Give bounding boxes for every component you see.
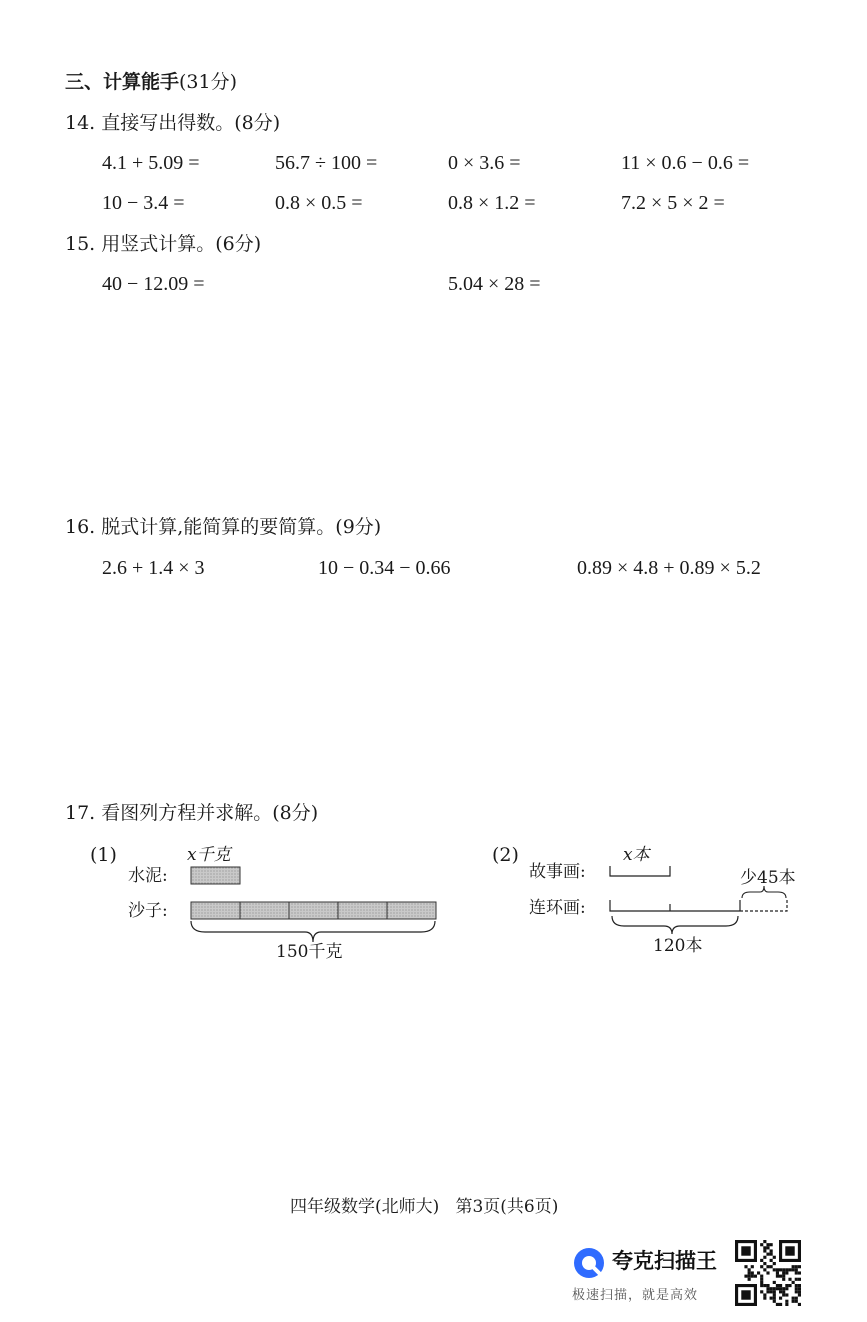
qr-module bbox=[798, 1290, 801, 1293]
q15-item-1: 40 − 12.09 = bbox=[102, 273, 205, 295]
sand-unit bbox=[338, 902, 387, 919]
qr-module bbox=[782, 1293, 785, 1296]
page-footer: 四年级数学(北师大) 第3页(共6页) bbox=[290, 1197, 559, 1217]
qr-module bbox=[748, 1275, 751, 1278]
q17-part2-row2: 连环画: bbox=[529, 898, 586, 918]
q17-part1-top-label: x千克 bbox=[187, 845, 231, 865]
qr-module bbox=[766, 1253, 769, 1256]
qr-module bbox=[760, 1290, 763, 1293]
qr-module bbox=[770, 1249, 773, 1252]
qr-module bbox=[782, 1287, 785, 1290]
qr-module bbox=[788, 1284, 791, 1287]
qr-module bbox=[754, 1275, 757, 1278]
qr-module bbox=[760, 1265, 763, 1268]
qr-module bbox=[751, 1271, 754, 1274]
qr-module bbox=[770, 1253, 773, 1256]
qr-module bbox=[773, 1293, 776, 1296]
qr-module bbox=[741, 1246, 750, 1255]
q14-item-3: 0 × 3.6 = bbox=[448, 152, 521, 174]
q15-title: 15. 用竖式计算。(6分) bbox=[65, 233, 262, 255]
qr-module bbox=[795, 1284, 798, 1287]
q17-title: 17. 看图列方程并求解。(8分) bbox=[65, 802, 319, 824]
qr-module bbox=[748, 1271, 751, 1274]
qr-module bbox=[770, 1265, 773, 1268]
qr-module bbox=[795, 1265, 798, 1268]
q15-item-2: 5.04 × 28 = bbox=[448, 273, 541, 295]
qr-module bbox=[782, 1278, 785, 1281]
q14-item-1: 4.1 + 5.09 = bbox=[102, 152, 200, 174]
qr-module bbox=[770, 1297, 773, 1300]
qr-module bbox=[776, 1268, 779, 1271]
qr-module bbox=[792, 1300, 795, 1303]
qr-module bbox=[751, 1275, 754, 1278]
qr-module bbox=[779, 1297, 782, 1300]
qr-module bbox=[766, 1246, 769, 1249]
qr-module bbox=[760, 1243, 763, 1246]
qr-module bbox=[785, 1246, 794, 1255]
qr-module bbox=[792, 1268, 795, 1271]
qr-module bbox=[763, 1268, 766, 1271]
section-title-text: 三、计算能手 bbox=[65, 71, 180, 93]
qr-module bbox=[744, 1275, 747, 1278]
qr-module bbox=[770, 1243, 773, 1246]
qr-module bbox=[779, 1290, 782, 1293]
qr-module bbox=[770, 1290, 773, 1293]
qr-module bbox=[779, 1303, 782, 1306]
qr-module bbox=[763, 1297, 766, 1300]
qr-module bbox=[782, 1275, 785, 1278]
qr-module bbox=[773, 1281, 776, 1284]
q16-item-2: 10 − 0.34 − 0.66 bbox=[318, 557, 451, 579]
qr-module bbox=[798, 1271, 801, 1274]
qr-module bbox=[779, 1268, 782, 1271]
q16-item-3: 0.89 × 4.8 + 0.89 × 5.2 bbox=[577, 557, 761, 579]
comic-segment bbox=[610, 900, 740, 911]
qr-module bbox=[763, 1249, 766, 1252]
storybook-segment bbox=[610, 866, 670, 876]
qr-module bbox=[798, 1278, 801, 1281]
qr-module bbox=[751, 1265, 754, 1268]
qr-module bbox=[766, 1265, 769, 1268]
less-segment bbox=[740, 900, 787, 911]
qr-module bbox=[766, 1243, 769, 1246]
q14-item-6: 0.8 × 0.5 = bbox=[275, 192, 363, 214]
qr-module bbox=[795, 1278, 798, 1281]
qr-module bbox=[760, 1281, 763, 1284]
qr-module bbox=[798, 1293, 801, 1296]
qr-module bbox=[773, 1268, 776, 1271]
qr-module bbox=[795, 1297, 798, 1300]
qr-module bbox=[798, 1284, 801, 1287]
qr-module bbox=[782, 1290, 785, 1293]
brand-slogan: 极速扫描，就是高效 bbox=[572, 1288, 699, 1303]
qr-module bbox=[763, 1246, 766, 1249]
q17-part2-less: 少45本 bbox=[740, 868, 796, 888]
qr-module bbox=[779, 1287, 782, 1290]
qr-module bbox=[748, 1278, 751, 1281]
qr-module bbox=[798, 1265, 801, 1268]
q14-title: 14. 直接写出得数。(8分) bbox=[65, 112, 281, 134]
qr-code-icon bbox=[735, 1240, 801, 1306]
sand-brace bbox=[191, 921, 435, 942]
qr-module bbox=[795, 1271, 798, 1274]
qr-module bbox=[763, 1284, 766, 1287]
qr-module bbox=[773, 1287, 776, 1290]
qr-module bbox=[788, 1278, 791, 1281]
qr-module bbox=[770, 1259, 773, 1262]
qr-module bbox=[792, 1265, 795, 1268]
qr-module bbox=[766, 1271, 769, 1274]
sand-bar bbox=[191, 902, 436, 919]
qr-module bbox=[757, 1271, 760, 1274]
qr-module bbox=[773, 1262, 776, 1265]
q17-part2-total: 120本 bbox=[653, 936, 703, 956]
qr-module bbox=[785, 1300, 788, 1303]
sand-unit bbox=[191, 902, 240, 919]
qr-module bbox=[795, 1300, 798, 1303]
qr-module bbox=[795, 1287, 798, 1290]
sand-unit bbox=[289, 902, 338, 919]
qr-module bbox=[763, 1262, 766, 1265]
q16-title: 16. 脱式计算,能简算的要简算。(9分) bbox=[65, 516, 382, 538]
qr-module bbox=[792, 1297, 795, 1300]
q14-item-4: 11 × 0.6 − 0.6 = bbox=[621, 152, 750, 174]
qr-module bbox=[788, 1268, 791, 1271]
qr-module bbox=[785, 1287, 788, 1290]
q17-part2-row1: 故事画: bbox=[529, 862, 586, 882]
qr-module bbox=[766, 1287, 769, 1290]
qr-module bbox=[760, 1278, 763, 1281]
qr-module bbox=[760, 1284, 763, 1287]
qr-module bbox=[766, 1284, 769, 1287]
comic-brace bbox=[612, 916, 738, 934]
qr-module bbox=[792, 1281, 795, 1284]
qr-module bbox=[773, 1256, 776, 1259]
qr-module bbox=[779, 1284, 782, 1287]
qr-module bbox=[785, 1284, 788, 1287]
qr-module bbox=[785, 1303, 788, 1306]
q17-part1-total: 150千克 bbox=[276, 942, 343, 962]
qr-module bbox=[773, 1297, 776, 1300]
qr-module bbox=[776, 1303, 779, 1306]
qr-module bbox=[785, 1293, 788, 1296]
sand-unit bbox=[240, 902, 289, 919]
q17-part1-row2: 沙子: bbox=[128, 901, 168, 921]
qr-module bbox=[798, 1303, 801, 1306]
q14-item-5: 10 − 3.4 = bbox=[102, 192, 185, 214]
qr-module bbox=[776, 1287, 779, 1290]
qr-module bbox=[744, 1265, 747, 1268]
q14-item-8: 7.2 × 5 × 2 = bbox=[621, 192, 725, 214]
qr-module bbox=[763, 1256, 766, 1259]
qr-module bbox=[741, 1290, 750, 1299]
qr-module bbox=[785, 1271, 788, 1274]
qr-module bbox=[763, 1293, 766, 1296]
qr-module bbox=[773, 1300, 776, 1303]
q16-item-1: 2.6 + 1.4 × 3 bbox=[102, 557, 205, 579]
q14-item-7: 0.8 × 1.2 = bbox=[448, 192, 536, 214]
qr-module bbox=[770, 1287, 773, 1290]
qr-module bbox=[795, 1268, 798, 1271]
section-score: (31分) bbox=[179, 71, 238, 93]
sand-unit bbox=[387, 902, 436, 919]
cement-bar bbox=[191, 867, 240, 884]
q14-item-2: 56.7 ÷ 100 = bbox=[275, 152, 378, 174]
qr-module bbox=[766, 1290, 769, 1293]
qr-module bbox=[760, 1275, 763, 1278]
qr-module bbox=[760, 1259, 763, 1262]
qr-module bbox=[795, 1290, 798, 1293]
qr-module bbox=[776, 1271, 779, 1274]
qr-module bbox=[779, 1275, 782, 1278]
qr-module bbox=[776, 1284, 779, 1287]
qr-module bbox=[785, 1268, 788, 1271]
qr-module bbox=[763, 1240, 766, 1243]
qr-module bbox=[782, 1268, 785, 1271]
q17-part1-label: (1) bbox=[90, 844, 117, 866]
qr-module bbox=[798, 1287, 801, 1290]
q17-part2-top-label: x本 bbox=[623, 845, 650, 865]
qr-module bbox=[782, 1271, 785, 1274]
qr-module bbox=[776, 1275, 779, 1278]
quark-logo-icon bbox=[572, 1246, 606, 1280]
brand-name: 夸克扫描王 bbox=[612, 1249, 717, 1273]
q17-part2-label: (2) bbox=[492, 844, 519, 866]
qr-module bbox=[748, 1268, 751, 1271]
q17-part1-row1: 水泥: bbox=[128, 866, 168, 886]
qr-module bbox=[773, 1290, 776, 1293]
